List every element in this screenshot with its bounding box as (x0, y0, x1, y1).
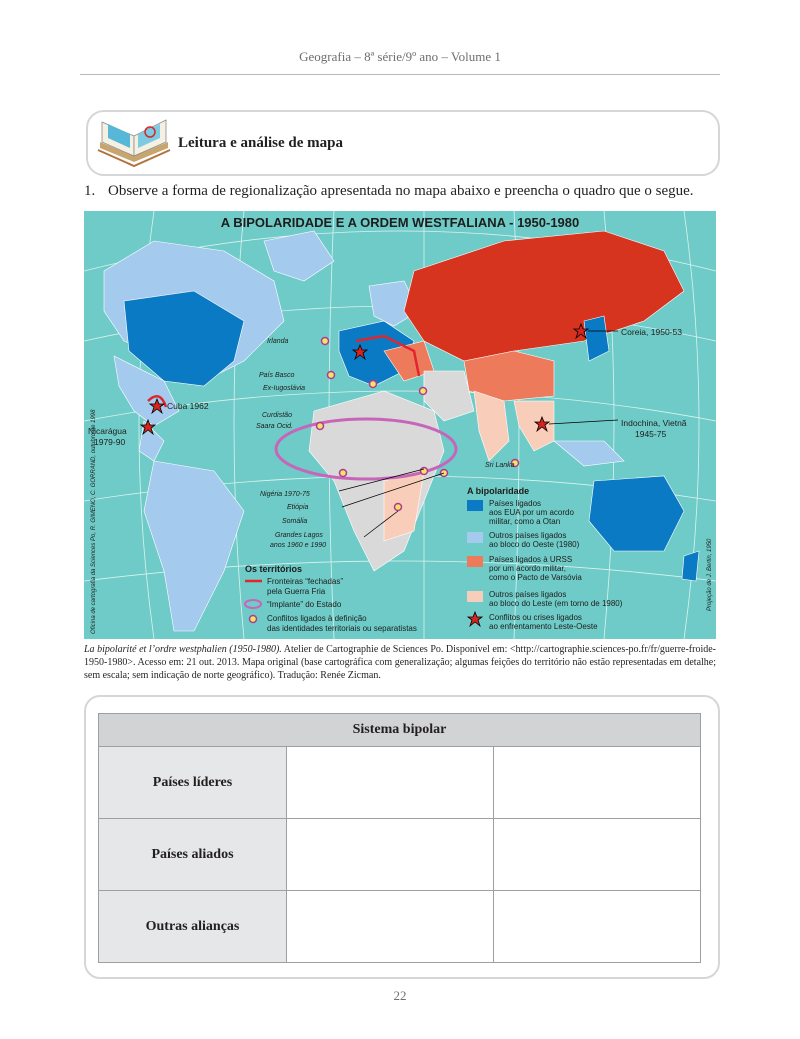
label-nicaragua-years: 1979-90 (94, 437, 126, 447)
caption-source-title: La bipolarité et l’ordre westphalien (1950-1980). (84, 644, 282, 655)
question-text: Observe a forma de regionalização apresentada no mapa abaixo e preencha o quadro que o segue. (108, 183, 694, 199)
header-divider (80, 74, 720, 75)
label-nicaragua: Nicarágua (88, 426, 127, 436)
label-saara: Saara Ocid. (256, 423, 293, 430)
row-label-lideres: Países líderes (99, 747, 287, 819)
label-grandes-lagos: Grandes Lagos (275, 532, 323, 539)
legend-swatch-usa (467, 500, 483, 511)
bipolarity-world-map (84, 211, 716, 639)
legend-territorios-item-3: Conflitos ligados à definição (267, 614, 367, 623)
legend-conflict-dot (250, 616, 257, 623)
label-cuba: Cuba 1962 (167, 401, 209, 411)
legend-territorios-item-2: “Implante” do Estado (267, 600, 342, 609)
label-ex-iugoslavia: Ex-Iugoslávia (263, 385, 306, 392)
table-header: Sistema bipolar (99, 714, 701, 747)
legend-item-5-l1: Conflitos ou crises ligados (489, 613, 582, 622)
legend-swatch-ussr (467, 556, 483, 567)
legend-swatch-west (467, 532, 483, 543)
label-nigeria: Nigéria 1970-75 (260, 491, 310, 498)
conflict-dot (340, 470, 347, 477)
label-coreia: Coreia, 1950-53 (621, 327, 682, 337)
table-row (99, 891, 701, 963)
running-header: Geografia – 8ª série/9º ano – Volume 1 (299, 49, 501, 64)
legend-territorios-item-3b: das identidades territoriais ou separatistas (267, 624, 417, 633)
legend-bipolaridade-title: A bipolaridade (467, 486, 530, 496)
conflict-dot (421, 468, 428, 475)
open-book-icon (94, 112, 174, 170)
caption-text: Atelier de Cartographie de Sciences Po. Disponível em: <http://cartographie.sciences-po.fr/fr/guerre-froide-1950-1980>. Acesso em: 21 out. 2013. Mapa original (base cartográfica com generalização; algumas feições do território não estão representadas em detalhe; sem escala; sem indicação de norte geográfico). Tradução: Renée Zicman. (84, 644, 716, 681)
label-somalia: Somália (282, 518, 308, 525)
question-1 (84, 183, 694, 200)
table-row (99, 819, 701, 891)
conflict-dot (317, 423, 324, 430)
legend-swatch-east (467, 591, 483, 602)
map-credit-left: Oficina de cartografia da Sciences Po, R. GIMENO, C. GORRAND, outubro de 1998 (91, 409, 97, 634)
answer-cell[interactable] (287, 819, 494, 891)
legend-item-1-l1: Países ligados (489, 499, 542, 508)
table-row (99, 747, 701, 819)
conflict-dot (370, 381, 377, 388)
conflict-dot (420, 388, 427, 395)
map-caption (84, 643, 716, 682)
section-title: Leitura e análise de mapa (178, 135, 343, 151)
conflict-dot (322, 338, 329, 345)
answer-cell[interactable] (494, 747, 701, 819)
legend-territorios-item-1: Fronteiras “fechadas” (267, 577, 344, 586)
legend-item-1-l3: militar, como a Otan (489, 517, 561, 526)
legend-item-5-l2: ao enfrentamento Leste-Oeste (489, 622, 598, 631)
legend-item-1-l2: aos EUA por um acordo (489, 508, 574, 517)
label-grandes-lagos-years: anos 1960 e 1990 (270, 542, 327, 549)
label-sri-lanka: Sri Lanka (485, 462, 515, 469)
legend-item-4-l2: ao bloco do Leste (em torno de 1980) (489, 599, 623, 608)
legend-item-2-l1: Outros países ligados (489, 531, 567, 540)
label-pais-basco: País Basco (259, 372, 295, 379)
answer-cell[interactable] (494, 819, 701, 891)
legend-territorios-title: Os territórios (245, 564, 303, 574)
page-number: 22 (393, 988, 407, 1003)
row-label-outras: Outras alianças (99, 891, 287, 963)
label-etiopia: Etiópia (287, 504, 309, 511)
bipolar-system-table (98, 713, 701, 963)
label-curdistao: Curdistão (262, 412, 292, 419)
label-indochina-years: 1945-75 (635, 429, 667, 439)
legend-territorios-item-1b: pela Guerra Fria (267, 587, 326, 596)
answer-cell[interactable] (287, 747, 494, 819)
legend-item-3-l1: Países ligados à URSS (489, 555, 573, 564)
map-title: A BIPOLARIDADE E A ORDEM WESTFALIANA - 1950-1980 (220, 215, 580, 230)
label-irlanda: Irlanda (267, 338, 289, 345)
conflict-dot (395, 504, 402, 511)
legend-item-4-l1: Outros países ligados (489, 590, 567, 599)
label-indochina: Indochina, Vietnã (621, 418, 687, 428)
answer-cell[interactable] (287, 891, 494, 963)
legend-item-3-l2: por um acordo militar, (489, 564, 566, 573)
map-credit-right: Projeção de J. Bertin, 1950 (707, 538, 713, 611)
legend-item-3-l3: como o Pacto de Varsóvia (489, 573, 582, 582)
legend-item-2-l2: ao bloco do Oeste (1980) (489, 540, 580, 549)
row-label-aliados: Países aliados (99, 819, 287, 891)
answer-cell[interactable] (494, 891, 701, 963)
conflict-dot (328, 372, 335, 379)
question-number: 1. (84, 183, 96, 199)
